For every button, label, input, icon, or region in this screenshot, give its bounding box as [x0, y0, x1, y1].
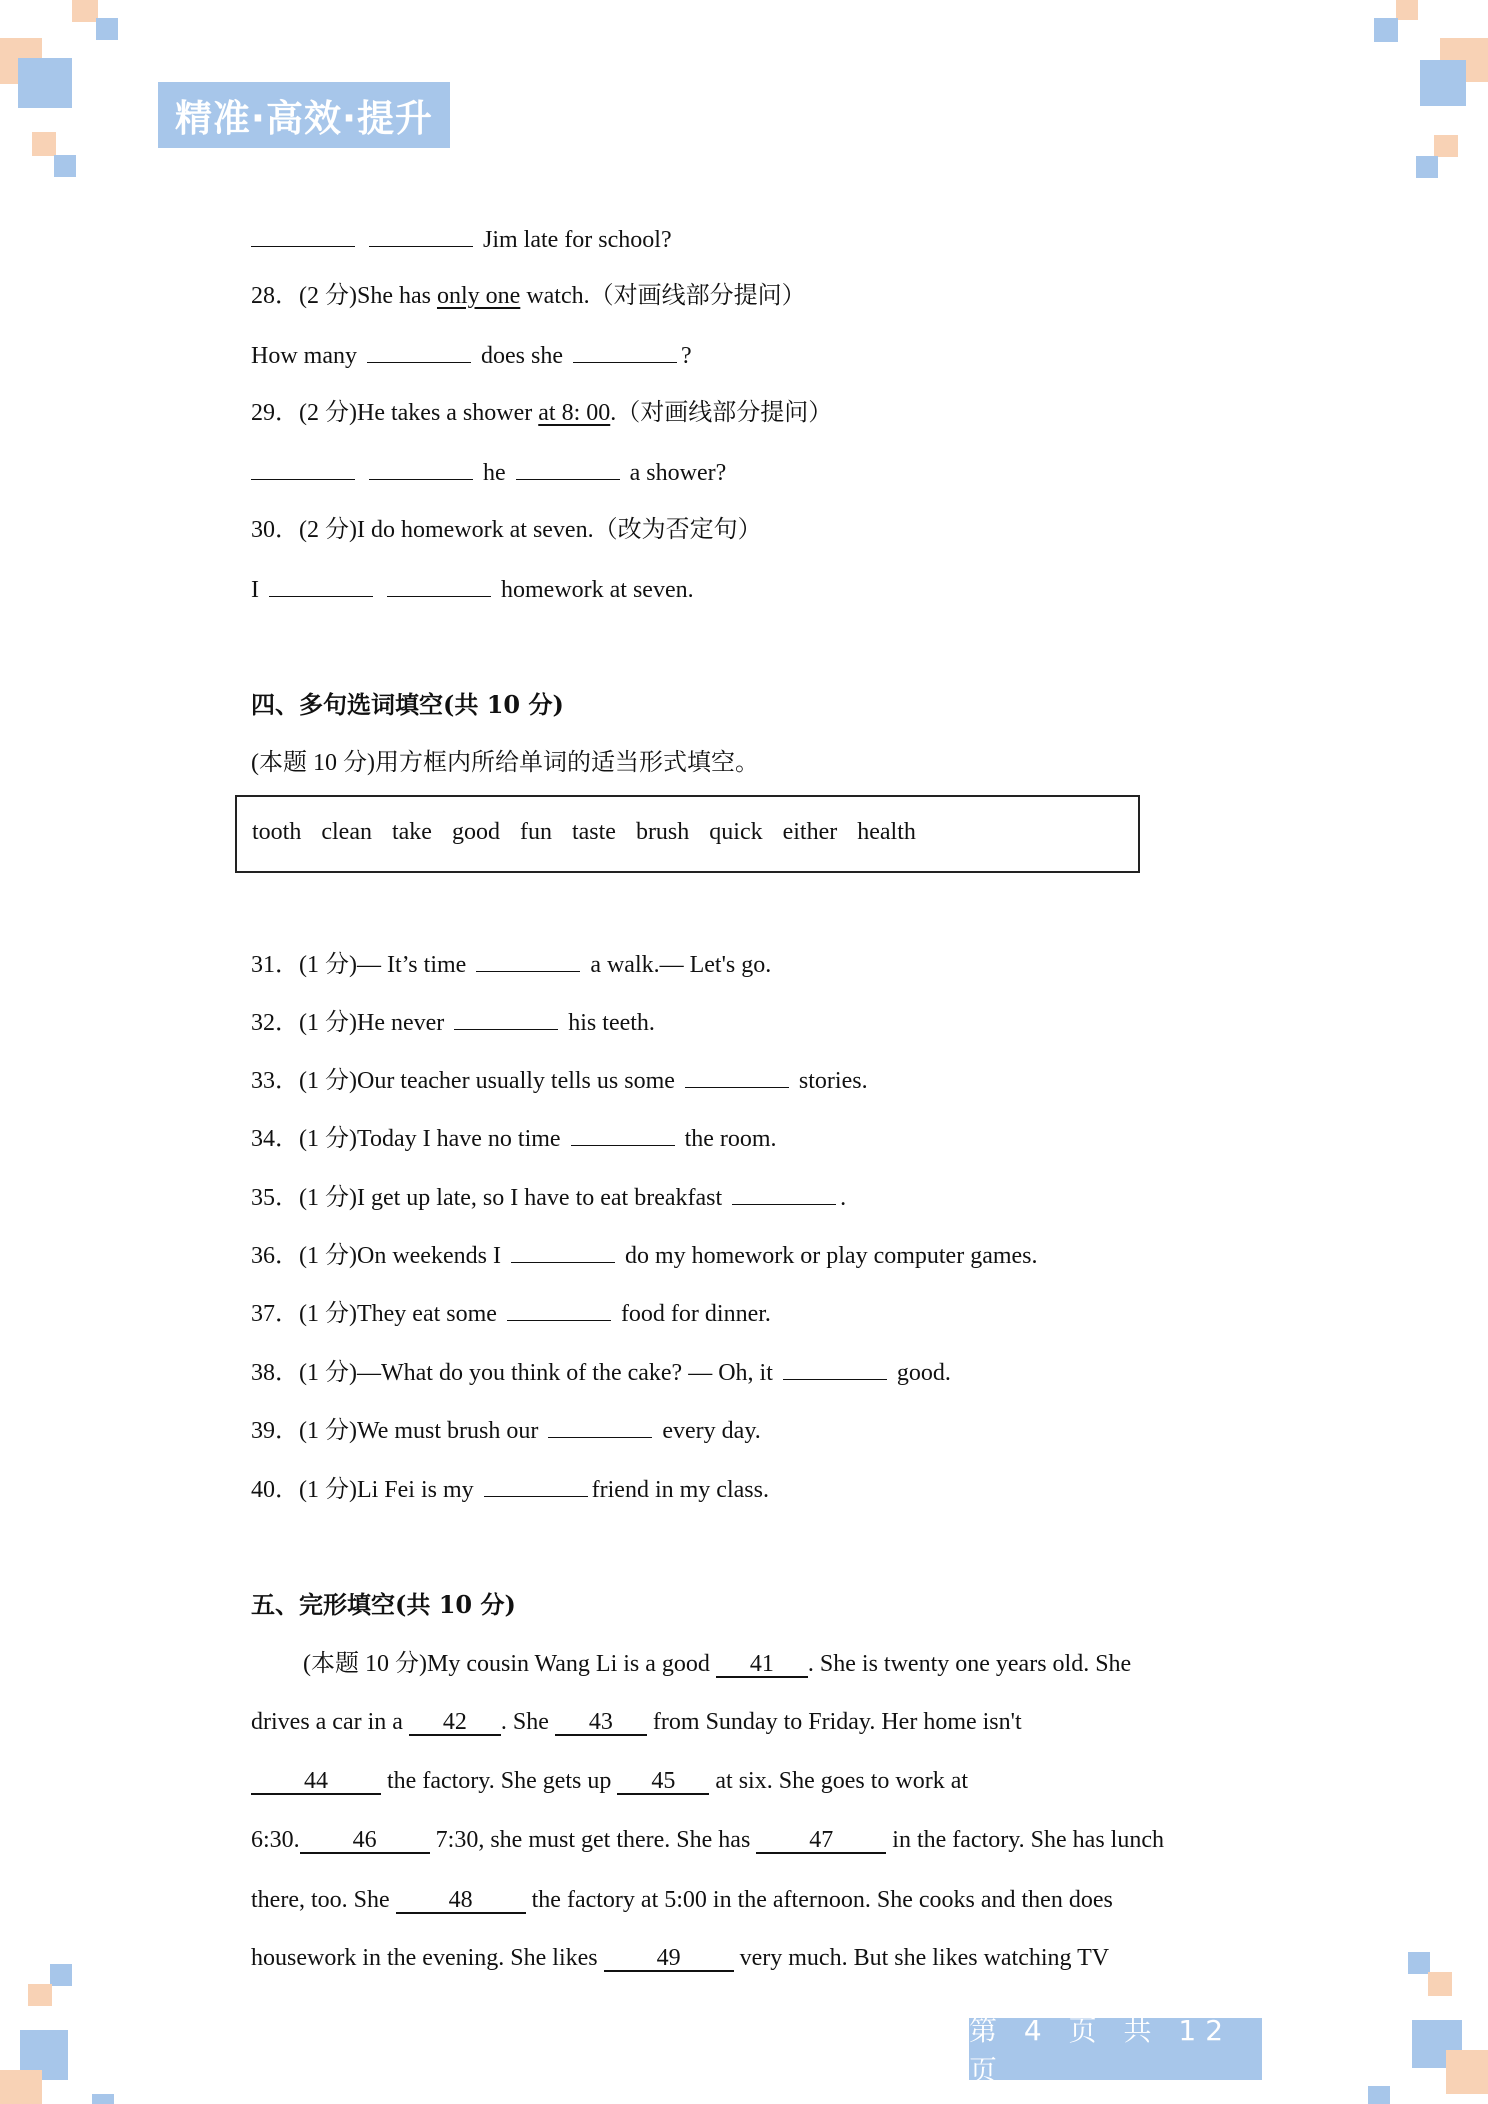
q29-question	[251, 398, 832, 428]
cloze-blank: 47	[756, 1828, 886, 1854]
q29-answer-line	[251, 458, 726, 488]
cloze-line-2	[251, 1707, 1022, 1737]
cloze-blank: 42	[409, 1710, 501, 1736]
q34-line	[251, 1124, 777, 1154]
cloze-blank: 45	[617, 1769, 709, 1795]
q29-underlined: at 8: 00	[538, 400, 611, 426]
answer-blank	[484, 1477, 588, 1497]
word-bank-item: taste	[571, 819, 616, 845]
q30-answer-b: homework at seven.	[501, 577, 694, 603]
cloze-text: (本题 10 分)My cousin Wang Li is a good	[303, 1651, 710, 1677]
q28-question	[251, 281, 806, 311]
fill-suffix: .	[840, 1185, 847, 1211]
q28-answer-a: How many	[251, 343, 357, 369]
fill-suffix: his teeth.	[568, 1010, 655, 1036]
word-bank-item: either	[782, 819, 838, 845]
word-bank-list	[252, 819, 930, 846]
section-5-heading: 五、完形填空(共 10 分)	[251, 1590, 516, 1619]
q28-suffix: watch.（对画线部分提问）	[526, 283, 806, 309]
q28-answer-b: does she	[480, 343, 563, 369]
fill-prefix: 31．(1 分)— It’s time	[251, 952, 467, 978]
fill-suffix: friend in my class.	[591, 1477, 769, 1503]
answer-blank	[571, 1126, 675, 1146]
answer-blank	[269, 577, 373, 597]
answer-blank	[454, 1010, 558, 1030]
cloze-text: drives a car in a	[251, 1709, 403, 1735]
fill-prefix: 34．(1 分)Today I have no time	[251, 1126, 561, 1152]
answer-blank	[732, 1185, 836, 1205]
fill-suffix: stories.	[798, 1068, 868, 1094]
cloze-text: in the factory. She has lunch	[892, 1827, 1164, 1853]
q27-tail-text: Jim late for school?	[483, 227, 672, 253]
cloze-text: at six. She goes to work at	[715, 1768, 969, 1794]
cloze-blank: 43	[555, 1710, 647, 1736]
q28-answer-line	[251, 341, 692, 371]
cloze-line-4	[251, 1825, 1164, 1855]
answer-blank	[511, 1243, 615, 1263]
fill-prefix: 40．(1 分)Li Fei is my	[251, 1477, 474, 1503]
q28-answer-c: ?	[680, 343, 692, 369]
answer-blank	[367, 343, 471, 363]
cloze-text: 6:30.	[251, 1827, 300, 1853]
answer-blank	[783, 1360, 887, 1380]
q37-line	[251, 1299, 771, 1329]
answer-blank	[369, 227, 473, 247]
word-bank-item: good	[451, 819, 500, 845]
answer-blank	[507, 1301, 611, 1321]
fill-suffix: the room.	[684, 1126, 777, 1152]
cloze-blank: 46	[300, 1828, 430, 1854]
q29-answer-b: a shower?	[629, 460, 727, 486]
answer-blank	[369, 460, 473, 480]
cloze-line-3	[251, 1766, 968, 1796]
cloze-text: 7:30, she must get there. She has	[435, 1827, 751, 1853]
q30-answer-line	[251, 575, 694, 605]
fill-suffix: good.	[896, 1360, 951, 1386]
q28-prefix: 28．(2 分)She has	[251, 283, 431, 309]
q28-underlined: only one	[436, 283, 521, 309]
cloze-text: very much. But she likes watching TV	[739, 1945, 1110, 1971]
fill-prefix: 35．(1 分)I get up late, so I have to eat breakfast	[251, 1185, 723, 1211]
q35-line	[251, 1183, 846, 1213]
cloze-text: housework in the evening. She likes	[251, 1945, 598, 1971]
q36-line	[251, 1241, 1038, 1271]
section-4-instruction: (本题 10 分)用方框内所给单词的适当形式填空。	[251, 750, 759, 776]
fill-suffix: a walk.— Let's go.	[590, 952, 772, 978]
q29-answer-a: he	[483, 460, 506, 486]
fill-prefix: 38．(1 分)—What do you think of the cake? — Oh, it	[251, 1360, 773, 1386]
cloze-blank: 44	[251, 1769, 381, 1795]
cloze-text: the factory at 5:00 in the afternoon. She cooks and then does	[531, 1887, 1113, 1913]
fill-prefix: 33．(1 分)Our teacher usually tells us some	[251, 1068, 675, 1094]
word-bank-item: clean	[321, 819, 372, 845]
page-number: 第 4 页 共 12 页	[969, 2014, 1233, 2087]
cloze-blank: 48	[396, 1888, 526, 1914]
answer-blank	[516, 460, 620, 480]
fill-prefix: 37．(1 分)They eat some	[251, 1301, 497, 1327]
cloze-blank: 41	[716, 1652, 808, 1678]
cloze-text: from Sunday to Friday. Her home isn't	[652, 1709, 1022, 1735]
word-bank-item: tooth	[252, 819, 302, 845]
q29-prefix: 29．(2 分)He takes a shower	[251, 400, 533, 426]
q30-text: 30．(2 分)I do homework at seven.（改为否定句）	[251, 517, 762, 543]
page-number-bar	[969, 2014, 1262, 2087]
word-bank-item: take	[391, 819, 432, 845]
q32-line	[251, 1008, 655, 1038]
answer-blank	[476, 952, 580, 972]
cloze-line-1	[303, 1649, 1131, 1679]
q30-question	[251, 515, 762, 545]
fill-prefix: 32．(1 分)He never	[251, 1010, 445, 1036]
word-bank-item: brush	[635, 819, 690, 845]
section-4-heading: 四、多句选词填空(共 10 分)	[251, 690, 564, 719]
brand-text: 精准·高效·提升	[174, 97, 434, 140]
answer-blank	[251, 460, 355, 480]
fill-suffix: every day.	[662, 1418, 761, 1444]
brand-banner	[158, 82, 450, 148]
answer-blank	[548, 1418, 652, 1438]
cloze-text: there, too. She	[251, 1887, 390, 1913]
word-bank-item: fun	[519, 819, 552, 845]
fill-prefix: 36．(1 分)On weekends I	[251, 1243, 501, 1269]
q31-line	[251, 950, 771, 980]
answer-blank	[685, 1068, 789, 1088]
cloze-blank: 49	[604, 1946, 734, 1972]
q40-line	[251, 1475, 769, 1505]
q27-answer-line	[251, 225, 672, 255]
cloze-text: the factory. She gets up	[387, 1768, 612, 1794]
word-bank-item: quick	[709, 819, 763, 845]
q39-line	[251, 1416, 761, 1446]
fill-suffix: do my homework or play computer games.	[624, 1243, 1038, 1269]
q29-suffix: .（对画线部分提问）	[610, 400, 833, 426]
q38-line	[251, 1358, 951, 1388]
fill-prefix: 39．(1 分)We must brush our	[251, 1418, 539, 1444]
answer-blank	[573, 343, 677, 363]
q30-answer-a: I	[251, 577, 259, 603]
answer-blank	[387, 577, 491, 597]
cloze-line-6	[251, 1943, 1109, 1973]
fill-suffix: food for dinner.	[620, 1301, 771, 1327]
word-bank-item: health	[857, 819, 916, 845]
word-bank-box	[235, 795, 1140, 873]
q33-line	[251, 1066, 868, 1096]
cloze-text: . She is twenty one years old. She	[807, 1651, 1132, 1677]
cloze-text: . She	[500, 1709, 549, 1735]
cloze-line-5	[251, 1885, 1113, 1915]
answer-blank	[251, 227, 355, 247]
